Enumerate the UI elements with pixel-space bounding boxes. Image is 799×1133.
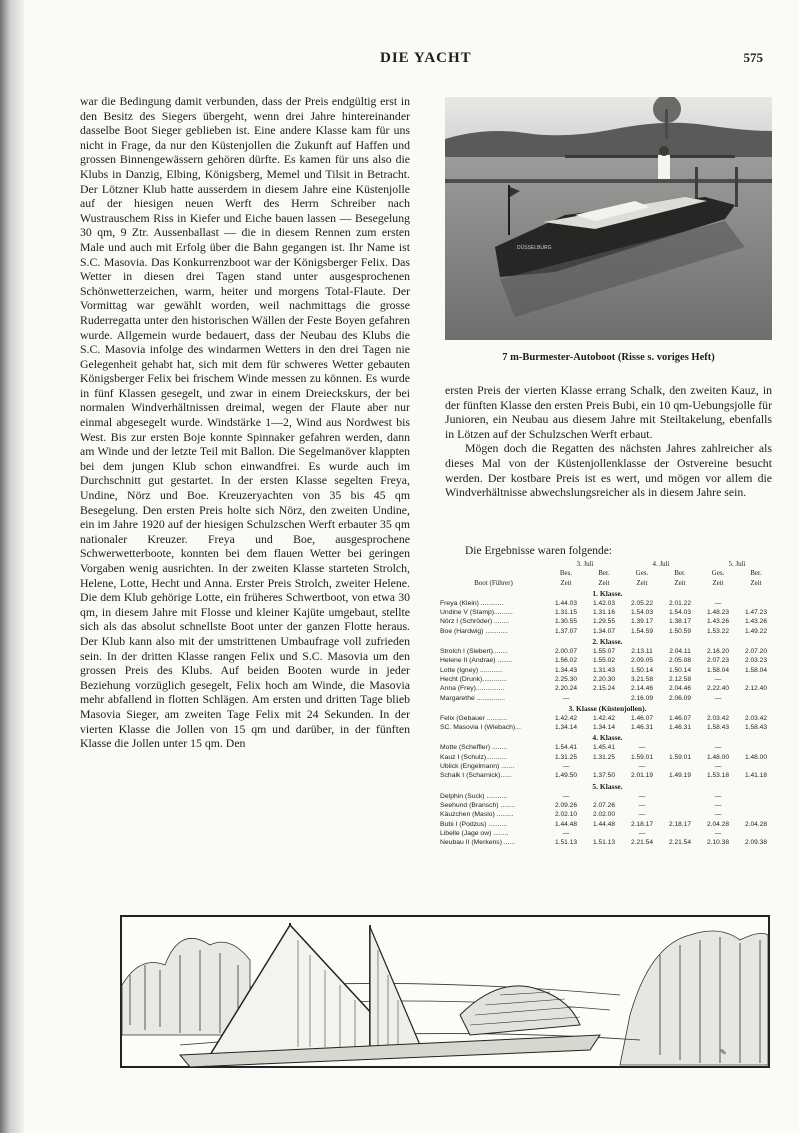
results-time-cell: —: [714, 599, 722, 607]
results-time-cell: 2.03.42: [745, 714, 767, 722]
results-boat-name: Libelle (Jage ow) ........: [440, 829, 509, 837]
results-boat-name: Schalk I (Scharnick)......: [440, 772, 512, 780]
results-time-cell: —: [562, 792, 570, 800]
left-column: [80, 94, 410, 751]
results-row: [440, 666, 775, 675]
results-time-cell: 1.55.02: [593, 657, 615, 665]
results-time-cell: 1.50.14: [631, 666, 653, 674]
results-time-cell: 1.44.48: [555, 820, 577, 828]
results-time-cell: 2.09.38: [745, 839, 767, 847]
results-time-cell: 1.53.18: [707, 772, 729, 780]
body-paragraph: Mögen doch die Regatten des nächsten Jahres zahlreicher als dieses Mal von der Küstenjollenklasse der Ostvereine besucht werden. Der kostbare Preis ist es wert, und mögen vor allem die Windverhältnisse abwechslungsreicher als in diesem Jahre sein.: [445, 441, 772, 500]
results-time-cell: 2.02.10: [555, 811, 577, 819]
results-time-cell: 2.20.30: [593, 675, 615, 683]
results-time-cell: 1.48.23: [707, 609, 729, 617]
results-row: [440, 838, 775, 847]
results-time-cell: —: [714, 829, 722, 837]
rafting-illustration: [120, 915, 770, 1068]
results-row: [440, 656, 775, 665]
results-time-cell: 1.42.42: [555, 714, 577, 722]
results-row: [440, 647, 775, 656]
results-boat-name: Motte (Scheffler) ........: [440, 744, 508, 752]
results-boat-name: Seehund (Bransch) ........: [440, 801, 516, 809]
results-time-cell: [737, 762, 775, 771]
results-time-cell: 2.07.23: [707, 657, 729, 665]
results-time-cell: —: [562, 763, 570, 771]
results-boat-header: [440, 569, 547, 578]
results-boat-name: Nörz I (Schröder) ........: [440, 618, 510, 626]
results-time-cell: [585, 694, 623, 703]
results-time-cell: 2.12.58: [669, 675, 691, 683]
results-time-cell: —: [714, 811, 722, 819]
results-time-cell: 1.34.14: [555, 724, 577, 732]
results-boat-name: Hecht (Drunk).............: [440, 675, 507, 683]
results-row: [440, 801, 775, 810]
results-column-header: Bes.: [559, 569, 573, 578]
right-column: [445, 383, 772, 500]
results-time-cell: [737, 675, 775, 684]
results-boat-name: Neubau II (Merkens) ......: [440, 839, 516, 847]
results-time-cell: 1.56.02: [555, 657, 577, 665]
results-time-cell: 1.54.03: [669, 609, 691, 617]
results-column-header: Ges.: [635, 569, 649, 578]
results-time-cell: 2.04.28: [745, 820, 767, 828]
results-time-cell: 1.53.22: [707, 627, 729, 635]
results-time-cell: 1.46.31: [669, 724, 691, 732]
results-time-cell: —: [638, 763, 646, 771]
body-paragraph: war die Bedingung damit verbunden, dass der Preis endgültig erst in den Besitz des Siegers übergeht, wenn drei Jahre hintereinander dasselbe Boot Sieger geblieben ist. Eine andere Klasse kam für uns nicht in Frage, da nur den Küstenjollen die Zukunft auf Haffen und grossen Binnengewässern gehören dürfte. Es kamen für uns also die Klubs in Danzig, Elbing, Königsberg, Memel und Tilsit in Betracht. Der Lötzner Klub hatte ausserdem in diesem Jahre eine Küstenjolle auf der hiesigen neuen Werft des Herrn Schreiber nach Wustrauschem Riss in Kiefer und Eiche bauen lassen — Besegelung 30 qm, 9 Ztr. Aussenballast — die in diesem Rennen zum ersten Male und auch mit Erfolg über die Bahn gegangen ist. Ihr Name ist S.C. Masovia. Das Konkurrenzboot war der Königsberger Felix. Das Wetter in diesen drei Tagen stand unter ausgesprochenen Schönwetterzeichen, warm, heiter und morgens Total-Flaute. Der Vormittag war gewählt worden, weil nachmittags die grosse Ruderregatta unter den historischen Wällen der Feste Boyen gefahren wurde. Allgemein wurde bedauert, dass der Neubau des Klubs die S.C. Masovia infolge des windarmen Wetters in den drei Tagen nie Gelegenheit gehabt hat, sich mit dem für schweres Wetter gebauten Königsberger Felix bei frischem Winde messen zu können. Es wurde in fünf Klassen gesegelt, und zwar in einem Dreieckskurs, der bei normalen Windverhältnissen dreimal, wegen der Flaute aber nur einmal abgesegelt wurde. Windstärke 1—2, Wind aus Nordwest bis West. Bis zur ersten Boje konnte Spinnaker gefahren werden, dann am Winde und der letzte Teil mit Ballon. Die Segelmanöver klappten bei dem jungen Klub schon einwandfrei. Es wurde auch im Durchschnitt gut gestartet. In der ersten Klasse segelten Freya, Undine, Nörz und Boe. Kreuzeryachten von 35 bis 45 qm Besegelung. Den ersten Preis holte sich Nörz, den zweiten Undine, ein im Jahre 1920 auf der hiesigen Schulzschen Werft erbauter 35 qm nationaler Kreuzer. Freya und Boe, ausgesprochene Schwerwetterboote, konnten bei dem flauen Wetter bei geringen Vorgaben wenig ausrichten. In der zweiten Klasse starteten Strolch, Helene, Lotte, Hecht und Anna. Erster Preis Strolch, zweiter Helene. Die dem Klub gehörige Lotte, ein früheres Schwertboot, von etwa 30 qm, in diesem Jahre mit Flosse und kleiner Kajüte umgebaut, stellte sich als das absolut schnellste Boot unter der ganzen Flotte heraus. Der Klub kann also mit der umstrittenen Umbaufrage voll zufrieden sein. In der dritten Klasse rangen Felix und S.C. Masovia um den grossen Preis des Klubs. Auf beiden Booten wurde in jeder Beziehung vorzüglich gesegelt, Felix hoch am Winde, die Masovia mehr abfallend in flotten Schlägen. Am ersten und dritten Tage blieb Masovia Sieger, am zweiten Tage Felix mit 24 Sekunden. In der vierten Klasse die Jollen von 15 qm und darüber, in der fünften Klasse die Jollen unter 15 qm. Den: [80, 94, 410, 751]
results-time-cell: 1.49.22: [745, 627, 767, 635]
results-day-label: 3. Juli: [576, 560, 594, 568]
results-time-cell: [737, 810, 775, 819]
results-time-cell: 1.59.01: [631, 753, 653, 761]
results-boat-name: Kauz I (Schulz)...........: [440, 753, 507, 761]
results-time-cell: —: [714, 801, 722, 809]
results-time-cell: 1.54.41: [555, 744, 577, 752]
results-time-cell: 2.15.24: [593, 685, 615, 693]
results-time-cell: 1.46.07: [631, 714, 653, 722]
results-intro: Die Ergebnisse waren folgende:: [465, 545, 613, 557]
results-boat-name: Strolch I (Siebert)........: [440, 648, 508, 656]
results-time-cell: 2.04.28: [707, 820, 729, 828]
results-time-cell: 2.18.17: [669, 820, 691, 828]
results-time-cell: —: [562, 829, 570, 837]
results-time-cell: 1.54.59: [631, 627, 653, 635]
results-time-cell: 1.51.13: [593, 839, 615, 847]
results-time-cell: 2.20.24: [555, 685, 577, 693]
results-row: [440, 714, 775, 723]
results-time-cell: 2.02.00: [593, 811, 615, 819]
results-time-cell: [661, 810, 699, 819]
results-column-header: Zeit: [750, 578, 762, 587]
photo-caption: 7 m-Burmester-Autoboot (Risse s. voriges Heft): [502, 352, 715, 363]
results-time-cell: 1.31.25: [555, 753, 577, 761]
results-boat-name: Boe (Hardwig) ............: [440, 627, 508, 635]
results-boat-name: SC. Masovia I (Wiebach)...: [440, 724, 521, 732]
results-column-header-row: [440, 579, 775, 588]
results-day-label: 4. Juli: [652, 560, 670, 568]
results-column-header: Zeit: [598, 578, 610, 587]
results-time-cell: —: [714, 763, 722, 771]
results-row: [440, 743, 775, 752]
results-time-cell: [661, 801, 699, 810]
results-class-row: [440, 588, 775, 599]
results-time-cell: —: [562, 694, 570, 702]
results-time-cell: 2.07.26: [593, 801, 615, 809]
results-row: [440, 820, 775, 829]
results-column-header: Zeit: [712, 578, 724, 587]
results-time-cell: 1.45.41: [593, 744, 615, 752]
results-time-cell: —: [714, 675, 722, 683]
results-time-cell: 2.22.40: [707, 685, 729, 693]
results-row: [440, 762, 775, 771]
results-time-cell: [585, 792, 623, 801]
results-time-cell: 1.31.25: [593, 753, 615, 761]
results-row: [440, 684, 775, 693]
results-time-cell: 1.49.50: [555, 772, 577, 780]
results-time-cell: —: [714, 792, 722, 800]
results-row: [440, 608, 775, 617]
results-time-cell: 2.10.38: [707, 839, 729, 847]
results-time-cell: 1.31.16: [593, 609, 615, 617]
results-time-cell: 1.50.59: [669, 627, 691, 635]
results-column-header: Ber.: [750, 569, 762, 578]
results-time-cell: 1.48.00: [745, 753, 767, 761]
results-time-cell: 1.59.01: [669, 753, 691, 761]
results-row: [440, 617, 775, 626]
results-boat-name: Lotte (Igney) ............: [440, 666, 503, 674]
results-time-cell: [661, 792, 699, 801]
results-time-cell: 1.48.00: [707, 753, 729, 761]
results-time-cell: —: [714, 744, 722, 752]
results-time-cell: 2.01.22: [669, 599, 691, 607]
results-time-cell: 1.34.07: [593, 627, 615, 635]
results-time-cell: 1.34.43: [555, 666, 577, 674]
results-time-cell: 1.44.48: [593, 820, 615, 828]
results-time-cell: 1.55.07: [593, 648, 615, 656]
results-column-header-row: [440, 569, 775, 578]
results-time-cell: 1.47.23: [745, 609, 767, 617]
page-number: 575: [743, 50, 763, 65]
body-paragraph: ersten Preis der vierten Klasse errang Schalk, den zweiten Kauz, in der fünften Klasse den ersten Preis Bubi, ein 10 qm-Uebungsjolle für Junioren, ein Neubau aus diesem Jahre mit Steiltakelung, ebenfalls in Lötzen auf der Schulzschen Werft erbaut.: [445, 383, 772, 441]
results-row: [440, 810, 775, 819]
results-time-cell: 1.46.31: [631, 724, 653, 732]
results-time-cell: 2.04.46: [669, 685, 691, 693]
hull-name-text: DÜSSELBURG: [517, 245, 552, 251]
results-class-row: [440, 781, 775, 792]
results-time-cell: 2.06.09: [669, 694, 691, 702]
results-class-row: [440, 636, 775, 647]
results-time-cell: 1.58.43: [707, 724, 729, 732]
results-time-cell: 2.25.30: [555, 675, 577, 683]
results-time-cell: 2.16.20: [707, 648, 729, 656]
results-column-header: Ber.: [674, 569, 686, 578]
results-class-label: 4. Klasse.: [592, 733, 623, 743]
results-time-cell: 1.44.03: [555, 599, 577, 607]
results-time-cell: 2.21.54: [669, 839, 691, 847]
results-class-row: [440, 703, 775, 714]
results-time-cell: 1.58.04: [707, 666, 729, 674]
results-time-cell: 2.05.22: [631, 599, 653, 607]
results-time-cell: [585, 762, 623, 771]
results-time-cell: 2.01.19: [631, 772, 653, 780]
results-boat-name: Käuzchen (Maslo) .........: [440, 811, 514, 819]
results-table-container: [440, 560, 775, 847]
results-column-header: Zeit: [560, 578, 572, 587]
results-time-cell: 2.07.20: [745, 648, 767, 656]
results-class-label: 2. Klasse.: [592, 637, 623, 647]
results-column-header: Zeit: [636, 578, 648, 587]
results-table: [440, 560, 775, 847]
results-row: [440, 599, 775, 608]
results-boat-name: Freya (Klein) ............: [440, 599, 504, 607]
running-header: DIE YACHT: [380, 50, 472, 66]
results-time-cell: [737, 694, 775, 703]
results-time-cell: 2.18.17: [631, 820, 653, 828]
results-time-cell: 1.41.18: [745, 772, 767, 780]
results-time-cell: 2.13.11: [631, 648, 653, 656]
results-time-cell: 1.31.43: [593, 666, 615, 674]
results-time-cell: 2.12.40: [745, 685, 767, 693]
results-boat-name: Margarethe ...............: [440, 694, 505, 702]
results-time-cell: 1.58.43: [745, 724, 767, 732]
results-time-cell: [661, 743, 699, 752]
results-time-cell: 1.30.55: [555, 618, 577, 626]
results-time-cell: 2.03.23: [745, 657, 767, 665]
results-boat-name: Delphin (Suck) ...........: [440, 792, 508, 800]
results-row: [440, 627, 775, 636]
results-time-cell: —: [638, 811, 646, 819]
results-time-cell: 1.37.07: [555, 627, 577, 635]
results-time-cell: 1.43.26: [707, 618, 729, 626]
results-boat-name: Felix (Gebauer ...........: [440, 714, 508, 722]
results-time-cell: 1.51.13: [555, 839, 577, 847]
results-time-cell: 1.31.15: [555, 609, 577, 617]
results-time-cell: 1.39.17: [631, 618, 653, 626]
motorboat-photo: [445, 97, 772, 340]
results-time-cell: 1.37.50: [593, 772, 615, 780]
results-row: [440, 675, 775, 684]
results-time-cell: [737, 829, 775, 838]
results-time-cell: [661, 762, 699, 771]
results-time-cell: 2.14.46: [631, 685, 653, 693]
results-row: [440, 753, 775, 762]
results-boat-name: Ublick (Engelmann) .......: [440, 763, 515, 771]
results-boat-name: Anna (Frey)...............: [440, 685, 505, 693]
results-time-cell: 2.05.08: [669, 657, 691, 665]
results-row: [440, 829, 775, 838]
results-time-cell: 2.00.07: [555, 648, 577, 656]
results-time-cell: 2.03.42: [707, 714, 729, 722]
svg-text:✎: ✎: [720, 1048, 727, 1057]
results-time-cell: 1.42.03: [593, 599, 615, 607]
results-class-label: 3. Klasse (Küstenjollen).: [568, 703, 647, 713]
results-time-cell: 1.43.26: [745, 618, 767, 626]
results-time-cell: 1.38.17: [669, 618, 691, 626]
results-row: [440, 723, 775, 732]
results-time-cell: [737, 743, 775, 752]
results-boat-header: Boot (Führer): [474, 578, 513, 587]
results-column-header: Zeit: [674, 578, 686, 587]
results-time-cell: 3.21.58: [631, 675, 653, 683]
results-boat-name: Bubi I (Podzus) ..........: [440, 820, 508, 828]
results-time-cell: —: [714, 694, 722, 702]
results-time-cell: —: [638, 829, 646, 837]
results-boat-name: Undine V (Stamp)..........: [440, 609, 513, 617]
results-time-cell: 1.46.07: [669, 714, 691, 722]
results-row: [440, 694, 775, 703]
results-time-cell: 1.34.14: [593, 724, 615, 732]
results-time-cell: 1.58.04: [745, 666, 767, 674]
results-time-cell: 1.29.55: [593, 618, 615, 626]
results-day-label: 5. Juli: [728, 560, 746, 568]
results-time-cell: 2.09.26: [555, 801, 577, 809]
results-time-cell: 2.09.05: [631, 657, 653, 665]
results-time-cell: —: [638, 801, 646, 809]
results-time-cell: [585, 829, 623, 838]
results-time-cell: 1.42.42: [593, 714, 615, 722]
book-spine-shadow: [0, 0, 24, 1133]
results-time-cell: —: [638, 744, 646, 752]
results-row: [440, 771, 775, 780]
results-time-cell: 1.50.14: [669, 666, 691, 674]
results-time-cell: 1.49.19: [669, 772, 691, 780]
results-time-cell: —: [638, 792, 646, 800]
results-day-header-row: [440, 560, 775, 569]
results-time-cell: [737, 599, 775, 608]
results-class-row: [440, 732, 775, 743]
results-time-cell: [661, 829, 699, 838]
results-row: [440, 792, 775, 801]
results-time-cell: 1.54.03: [631, 609, 653, 617]
results-time-cell: 2.16.09: [631, 694, 653, 702]
results-time-cell: 2.04.11: [669, 648, 691, 656]
results-column-header: Ges.: [711, 569, 725, 578]
results-column-header: Ber.: [598, 569, 610, 578]
results-boat-name: Helene II (Andrae) ........: [440, 657, 513, 665]
results-class-label: 1. Klasse.: [592, 588, 623, 598]
results-class-label: 5. Klasse.: [592, 781, 623, 791]
results-time-cell: 2.21.54: [631, 839, 653, 847]
empty-cell: [440, 560, 547, 569]
results-time-cell: [737, 792, 775, 801]
results-time-cell: [737, 801, 775, 810]
